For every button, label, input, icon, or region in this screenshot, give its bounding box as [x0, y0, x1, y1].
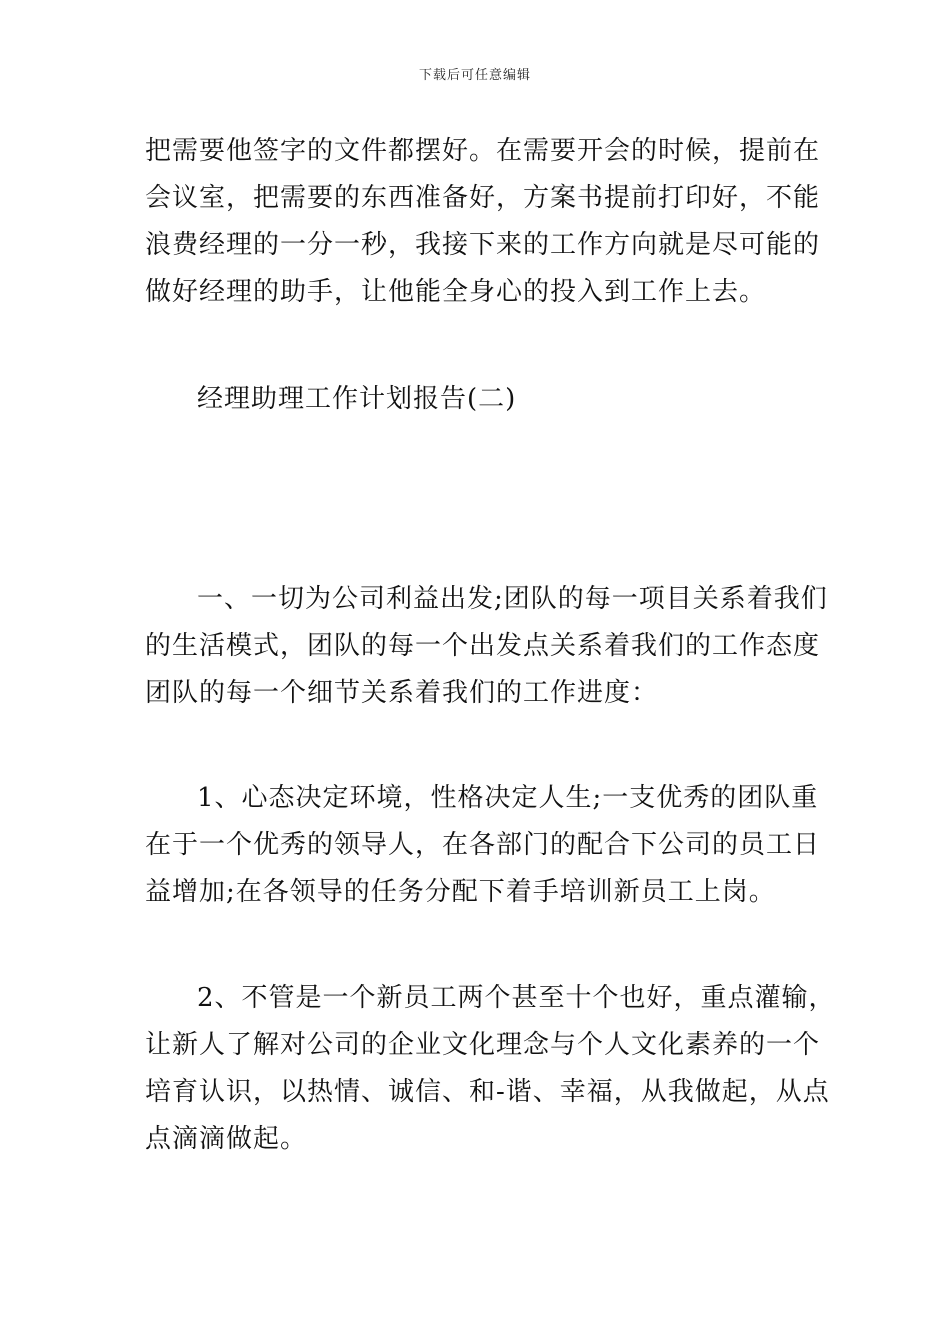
paragraph-line: 点滴滴做起。 [145, 1124, 308, 1154]
paragraph-line: 的生活模式，团队的每一个出发点关系着我们的工作态度 [145, 631, 821, 661]
paragraph-line: 益增加;在各领导的任务分配下着手培训新员工上岗。 [145, 877, 776, 907]
paragraph-line: 让新人了解对公司的企业文化理念与个人文化素养的一个 [145, 1030, 821, 1060]
paragraph-line: 在于一个优秀的领导人，在各部门的配合下公司的员工日 [145, 830, 821, 860]
paragraph-principle-one [145, 576, 828, 717]
header-note: 下载后可任意编辑 [418, 68, 531, 83]
paragraph-continuation [145, 128, 821, 316]
paragraph-line: 会议室，把需要的东西准备好，方案书提前打印好，不能 [145, 183, 821, 213]
paragraph-line: 培育认识，以热情、诚信、和-谐、幸福，从我做起，从点 [145, 1077, 830, 1107]
paragraph-line: 2、不管是一个新员工两个甚至十个也好，重点灌输， [197, 983, 836, 1013]
paragraph-item-one [145, 775, 821, 916]
paragraph-line: 浪费经理的一分一秒，我接下来的工作方向就是尽可能的 [145, 230, 821, 260]
paragraph-line: 团队的每一个细节关系着我们的工作进度： [145, 678, 659, 708]
section-title-block [145, 376, 810, 423]
paragraph-item-two [145, 975, 836, 1163]
section-title: 经理助理工作计划报告(二) [197, 384, 517, 414]
paragraph-line: 把需要他签字的文件都摆好。在需要开会的时候，提前在 [145, 136, 821, 166]
paragraph-line: 做好经理的助手，让他能全身心的投入到工作上去。 [145, 277, 767, 307]
paragraph-line: 1、心态决定环境，性格决定人生;一支优秀的团队重 [197, 783, 819, 813]
paragraph-line: 一、一切为公司利益出发;团队的每一项目关系着我们 [197, 584, 828, 614]
